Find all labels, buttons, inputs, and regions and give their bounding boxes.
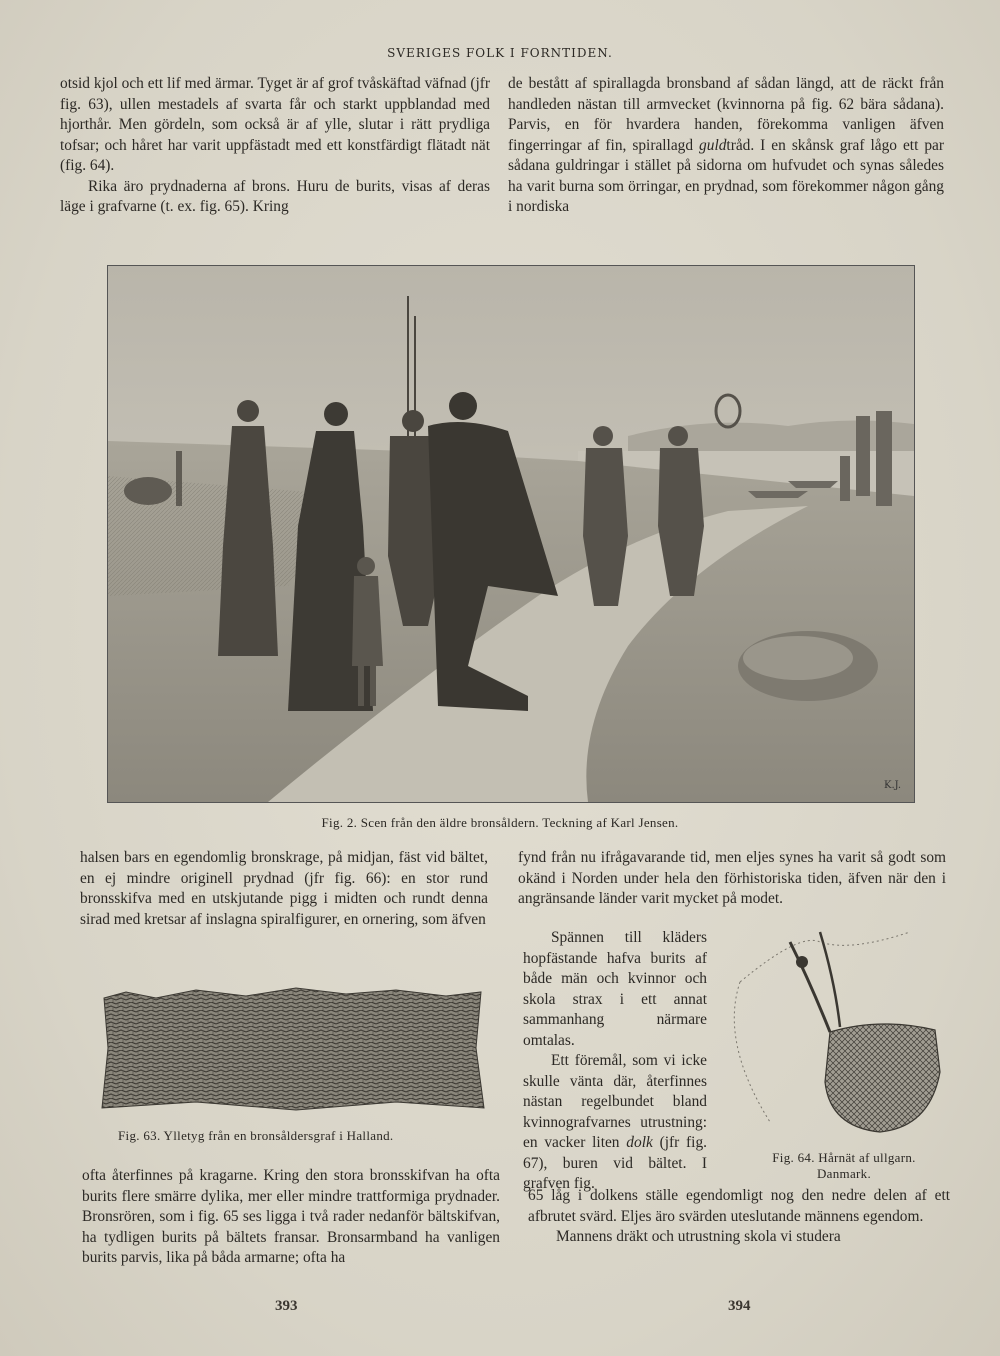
paragraph: Mannens dräkt och utrustning skola vi studera — [556, 1228, 841, 1245]
emphasis: dolk — [626, 1134, 653, 1151]
figure-63-caption: Fig. 63. Ylletyg från en bronsåldersgraf i Halland. — [118, 1128, 394, 1143]
paragraph — [508, 74, 944, 218]
column-bottom-right-narrow — [523, 928, 707, 1195]
column-bottom-right-continued — [528, 1186, 950, 1248]
signature: K.J. — [884, 780, 902, 791]
paragraph: otsid kjol och ett lif med ärmar. Tyget är af grof tvåskäftad väfnad (jfr fig. 63), ullen mestadels af svarta får och starkt uppblandad med hjorthår. Men gördeln, som också är af ylle, slutar i rätt prydliga tofsar; och håret har varit uppfästadt med ett konstfärdigt flätadt nät (fig. 64). — [60, 75, 490, 174]
figure-63-textile — [96, 978, 492, 1118]
figure-2-caption: Fig. 2. Scen från den äldre bronsåldern. Teckning af Karl Jensen. — [321, 815, 679, 830]
text-run: de bestått af spirallagda bronsband af sådan längd, att de räckt från handleden nästan till armvecket (kvinnorna på fig. 62 bära sådana). Parvis, en för hvardera handen, förekomma vanligen äfven fingerringar af fin, spirallagd — [508, 75, 944, 154]
page-number-left: 393 — [275, 1298, 298, 1314]
text-run: Ett föremål, som vi icke skulle vänta där, återfinnes nästan regelbundet bland kvinnografvarnes utrustning: en vacker liten — [523, 1052, 707, 1151]
page-number-right: 394 — [728, 1298, 751, 1314]
paragraph: Rika äro prydnaderna af brons. Huru de burits, visas af deras läge i grafvarne (t. ex. fig. 65). Kring — [60, 177, 490, 215]
figure-64-caption — [744, 1150, 944, 1182]
figure-64-hairnet — [710, 922, 950, 1148]
column-bottom-left — [80, 848, 488, 930]
emphasis: guld — [699, 136, 727, 154]
column-top-left — [60, 74, 490, 218]
caption-line: Fig. 64. Hårnät af ullgarn. — [772, 1150, 916, 1165]
column-top-right — [508, 74, 944, 218]
running-head: SVERIGES FOLK I FORNTIDEN. — [387, 46, 613, 60]
column-bottom-right — [518, 848, 946, 910]
paragraph: ofta återfinnes på kragarne. Kring den stora bronsskifvan ha ofta burits flere smärre dylika, mer eller mindre trattformiga prydnader. Bronsrören, som i fig. 65 ses ligga i två rader nedanför bältskifvan, ha tydligen burits på bältets fransar. Bronsarmband ha vanligen burits parvis, lika på båda armarne; ofta ha — [82, 1167, 500, 1266]
paragraph: Spännen till kläders hopfästande hafva burits af både män och kvinnor och skola strax i ett annat sammanhang närmare omtalas. — [523, 929, 707, 1049]
figure-2-illustration — [107, 265, 915, 803]
caption-line: Danmark. — [816, 1166, 872, 1181]
paragraph: halsen bars en egendomlig bronskrage, på midjan, fäst vid bältet, en ej mindre originell prydnad (jfr fig. 66): en stor rund bronsskifva med en utskjutande pigg i midten och rundt denna sirad med kretsar af inslagna spiralfigurer, en ornering, som äfven — [80, 849, 488, 928]
paragraph — [523, 1051, 707, 1195]
paragraph: 65 låg i dolkens ställe egendomligt nog den nedre delen af ett afbrutet svärd. Eljes äro svärden uteslutande männens egendom. — [528, 1187, 950, 1225]
text-run: (jfr fig. 67), buren vid bältet. I grafven fig. — [523, 1134, 707, 1192]
text-run: tråd. I en skånsk graf lågo ett par sådana guldringar i stället på sidorna om hufvudet och synas således ha varit burna som örringar, en prydnad, som förekommer någon gång i nordiska — [508, 136, 944, 215]
paragraph: fynd från nu ifrågavarande tid, men eljes synes ha varit så godt som okänd i Norden under hela den förhistoriska tiden, äfven när den i angränsande länder varit mycket på modet. — [518, 849, 946, 907]
column-bottom-left-continued — [82, 1166, 500, 1269]
